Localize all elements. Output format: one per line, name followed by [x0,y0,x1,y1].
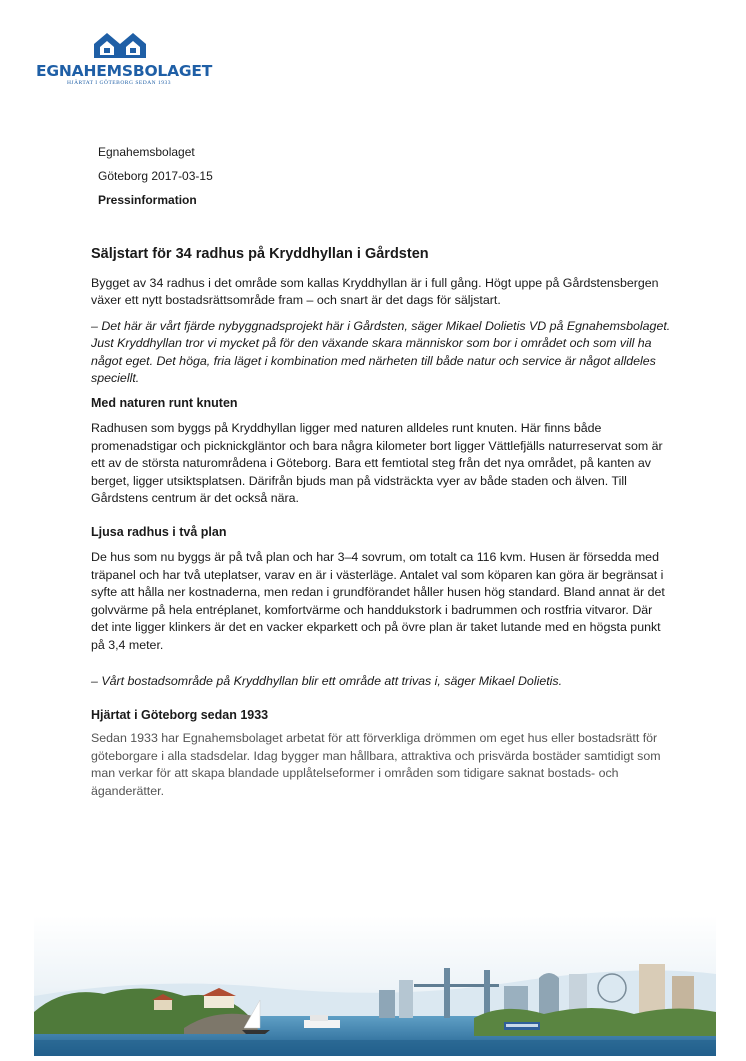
history-paragraph: Sedan 1933 har Egnahemsbolaget arbetat för att förverkliga drömmen om eget hus eller bostadsrätt för göteborgare i alla stadsdelar. Idag bygger man hållbara, attraktiva och prisvärda bostäder samtidigt som man verkar för att skapa blandade upplåtelseformer i områden som tidigare saknat bostads- och äganderätter. [91,731,661,798]
nature-paragraph: Radhusen som byggs på Kryddhyllan ligger med naturen alldeles runt knuten. Här finns både promenadstigar och picknickgläntor och bara några kilometer bort ligger Vättlefjälls naturreservat som är ett av de största naturområdena i Göteborg. Bara ett femtiotal steg från det nya området, på kanten av berget, ligger utsiktsplatsen. Därifrån bjuds man på vidsträckta vyer av både staden och älven. Till Gårdstens centrum är det också nära. [91,421,663,506]
houses-paragraph: De hus som nu byggs är på två plan och har 3–4 sovrum, om totalt ca 116 kvm. Husen är försedda med träpanel och har två uteplatser, varav en är i västerläge. Antalet val som köparen kan göra är begränsat i syfte att hålla ner kostnaderna, men redan i grundförandet håller husen hög standard. Bland annat är det golvvärme på hela entréplanet, komfortvärme och handdukstork i badrummen och rostfria vitvaror. Där det inte ligger klinkers är det en vacker ekparkett och på övre plan är taket lutande med en högsta punkt på 3,4 meter. [91,550,665,652]
article-title: Säljstart för 34 radhus på Kryddhyllan i Gårdsten [91,246,429,262]
company-logo [36,30,213,92]
place-date: Göteborg 2017-03-15 [98,169,213,183]
heading-history: Hjärtat i Göteborg sedan 1933 [91,708,269,723]
heading-houses: Ljusa radhus i två plan [91,525,227,540]
document-type: Pressinformation [98,193,197,207]
gothenburg-panorama-image [34,916,716,1056]
quote-paragraph: – Det här är vårt fjärde nybyggnadsprojekt här i Gårdsten, säger Mikael Dolietis VD på Egnahemsbolaget. Just Kryddhyllan tror vi mycket på för den växande skara människor som bor i området och som vill ha något eget. Det höga, fria läget i kombination med närheten till både natur och service är något alldeles speciellt. [91,318,671,386]
article-body [91,246,671,800]
intro-paragraph: Bygget av 34 radhus i det område som kallas Kryddhyllan är i full gång. Högt uppe på Gårdstensbergen växer ett nytt bostadsrättsområde fram – och snart är det dags för säljstart. [91,276,659,308]
houses-logo-icon [92,30,148,60]
logo-tagline: HJÄRTAT I GÖTEBORG SEDAN 1933 [66,80,172,86]
closing-quote: – Vårt bostadsområde på Kryddhyllan blir ett område att trivas i, säger Mikael Dolietis. [91,673,563,688]
sender-company: Egnahemsbolaget [98,145,195,159]
heading-nature: Med naturen runt knuten [91,396,238,411]
logo-wordmark: EGNAHEMSBOLAGET [36,62,213,80]
